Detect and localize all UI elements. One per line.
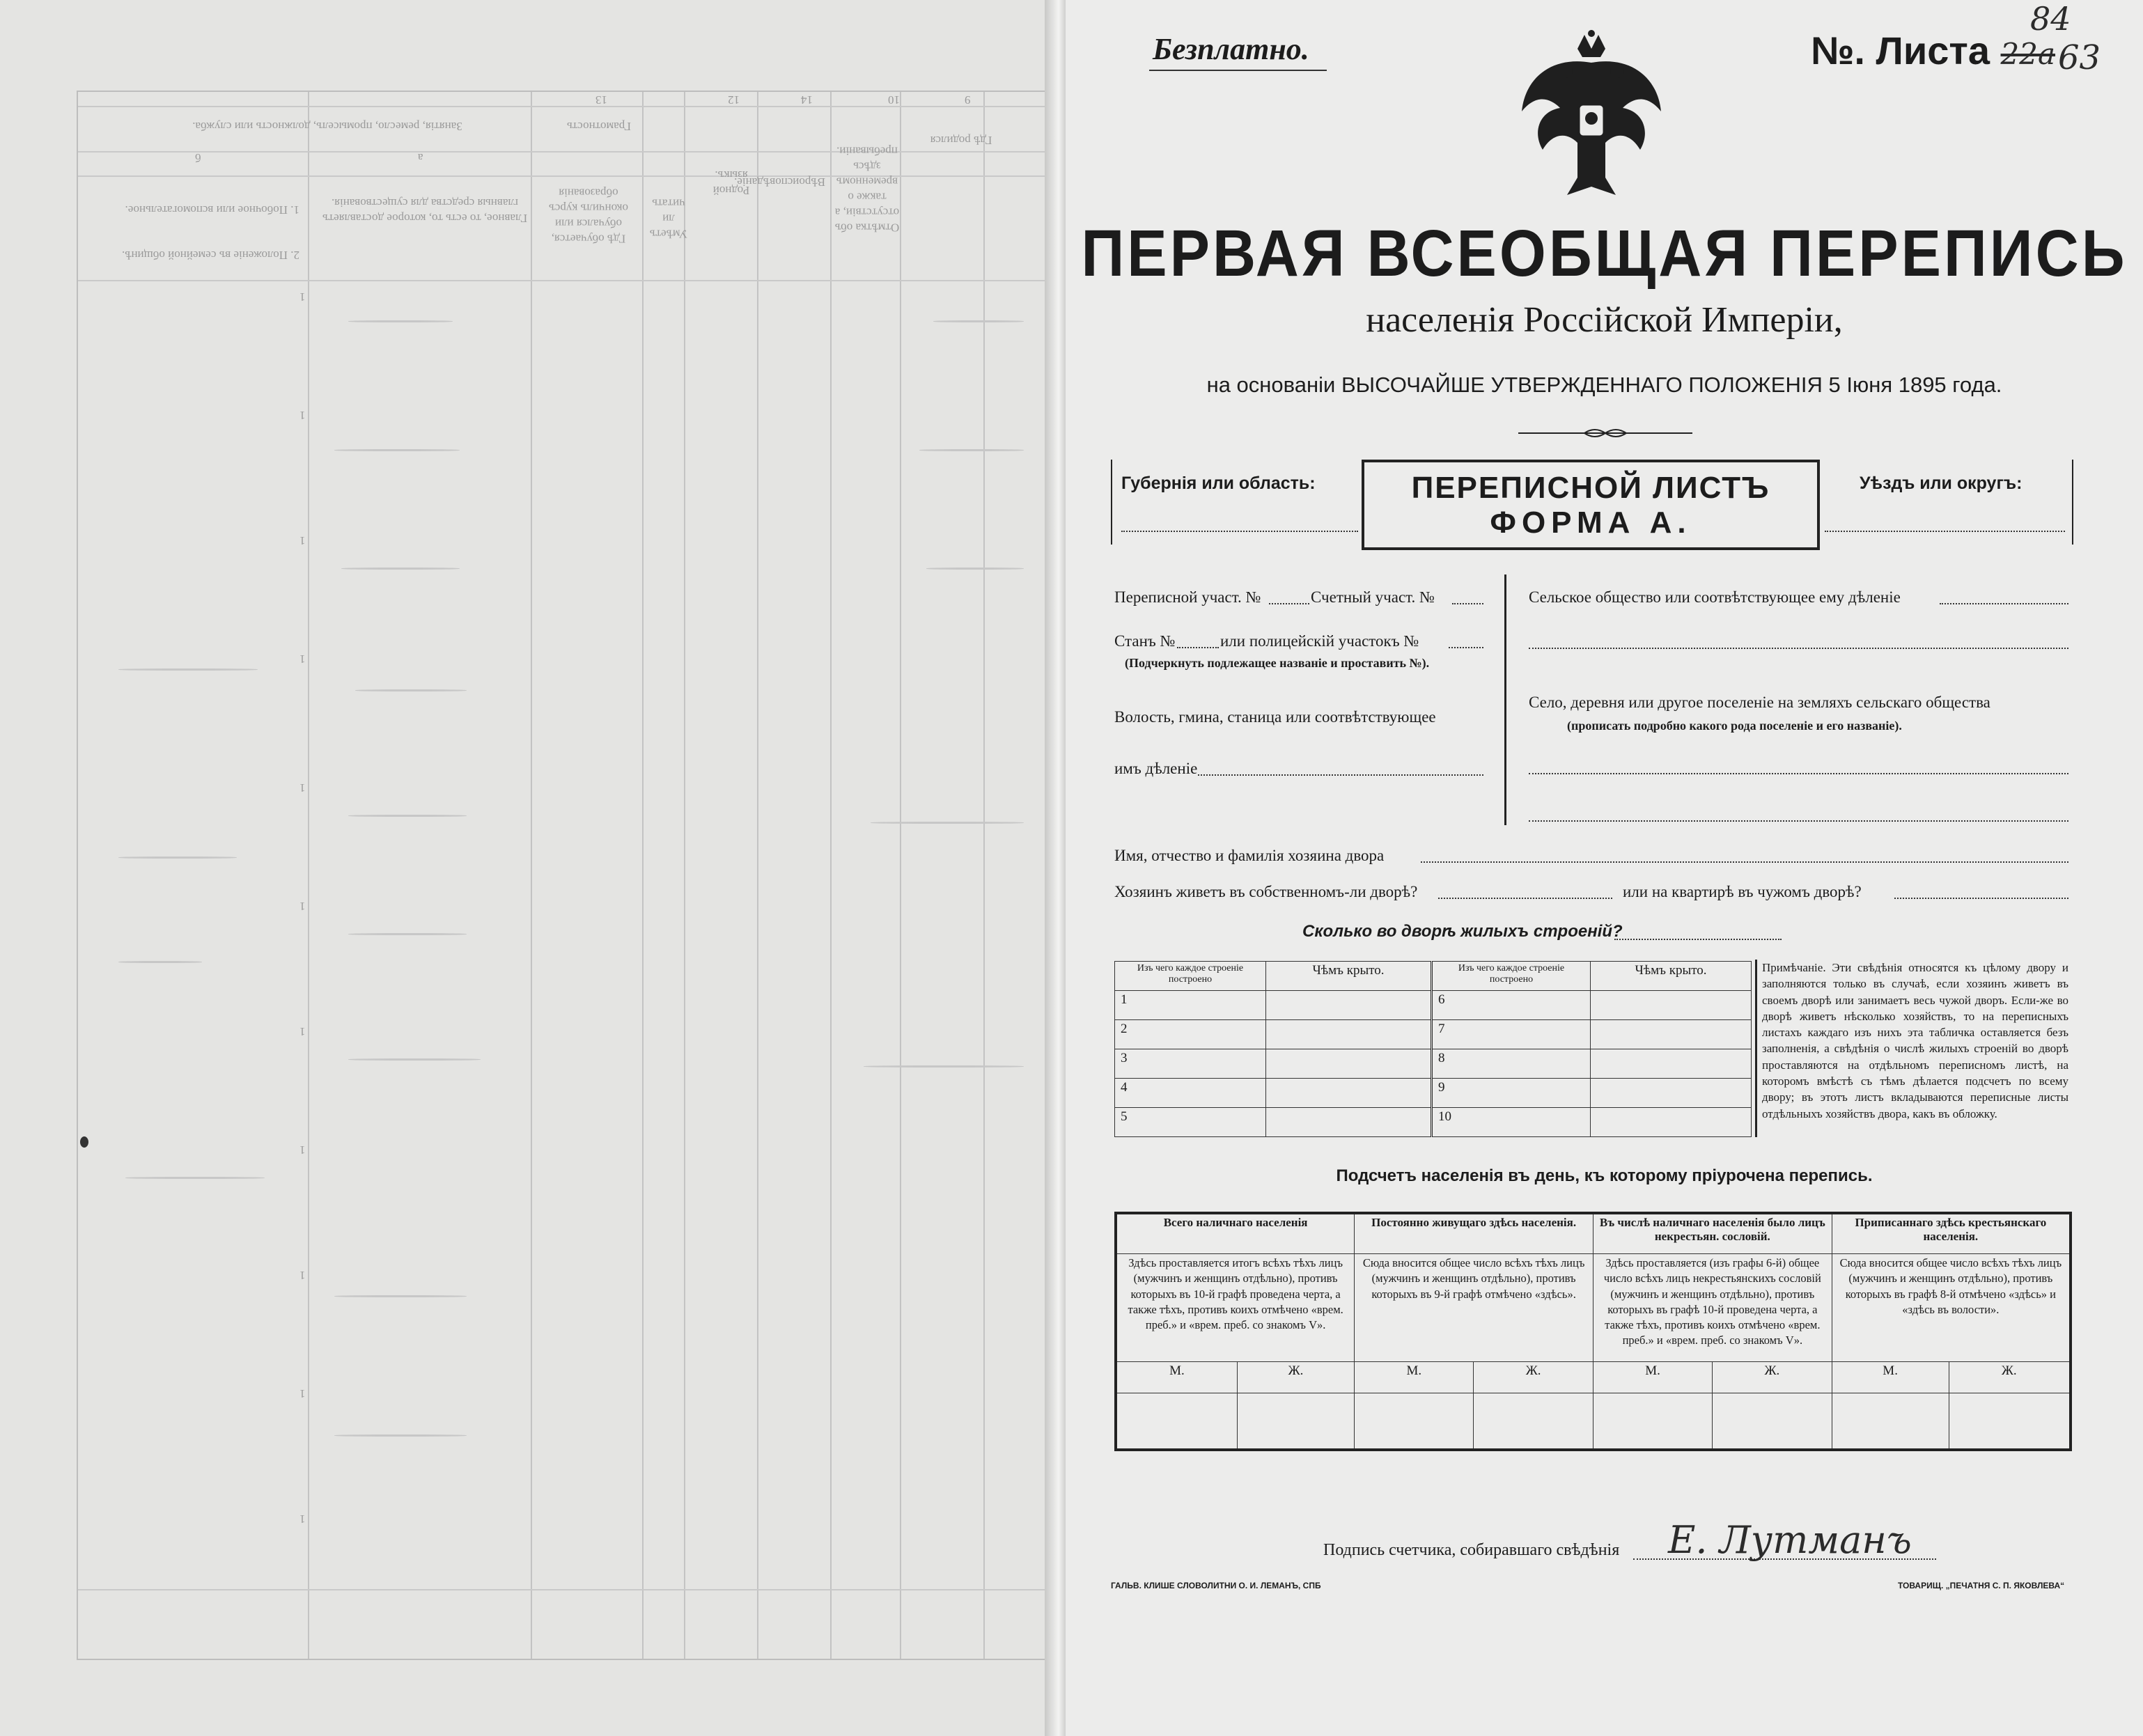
- building-roof-cell[interactable]: [1591, 1049, 1752, 1079]
- female-header: Ж.: [1474, 1362, 1593, 1393]
- bleed-through-ink: [919, 449, 1024, 451]
- building-roof-cell[interactable]: [1591, 1079, 1752, 1108]
- col-number: 13: [595, 93, 607, 107]
- form-title-box: [1362, 460, 1820, 550]
- ledger-col-line: [757, 92, 758, 1659]
- province-value-line[interactable]: [1121, 531, 1358, 532]
- row-number: 1: [299, 1143, 306, 1157]
- building-roof-cell[interactable]: [1266, 991, 1432, 1020]
- col-number: 12: [728, 93, 740, 107]
- building-row-number: 9: [1432, 1079, 1591, 1108]
- volost-label: Волость, гмина, станица или соотвѣтствующее: [1114, 708, 1436, 726]
- main-occupation-header: Главное, то есть то, которое доставляетъ главныя средства для существованія.: [322, 196, 528, 226]
- count-cell[interactable]: [1832, 1393, 1949, 1450]
- count-header: Всего наличнаго населенія: [1116, 1213, 1355, 1254]
- col-number: 9: [965, 93, 971, 107]
- literacy-header: Грамотность: [567, 120, 632, 134]
- corner-number: 84: [2030, 0, 2071, 38]
- ledger-col-line: [900, 92, 901, 1659]
- building-roof-cell[interactable]: [1266, 1020, 1432, 1049]
- building-roof-cell[interactable]: [1591, 1020, 1752, 1049]
- sheet-number-label: [1811, 28, 2055, 73]
- can-read-header: Умѣетъ ли читать: [649, 196, 688, 241]
- bleed-through-ink: [355, 689, 467, 691]
- building-row-number: 6: [1432, 991, 1591, 1020]
- free-underline: [1149, 70, 1327, 71]
- free-of-charge-label: Безплатно.: [1153, 32, 1309, 66]
- building-row-number: 1: [1115, 991, 1266, 1020]
- female-header: Ж.: [1949, 1362, 2071, 1393]
- apartment-label: или на квартирѣ въ чужомъ дворѣ?: [1623, 883, 1862, 900]
- count-cell[interactable]: [1116, 1393, 1237, 1450]
- bleed-through-ink: [864, 1065, 1024, 1068]
- native-language-header: Родной языкъ.: [712, 169, 750, 198]
- village-field[interactable]: [1529, 773, 2068, 774]
- owner-lives-label: Хозяинъ живетъ въ собственномъ-ли дворѣ?: [1114, 883, 1418, 900]
- building-row-number: 8: [1432, 1049, 1591, 1079]
- rural-society-field[interactable]: [1940, 603, 2068, 604]
- division-label: имъ дѣленіе: [1114, 760, 1198, 777]
- bleed-through-ink: [348, 933, 467, 935]
- sheet-number-text: №. Листа: [1811, 29, 1990, 72]
- building-row-number: 5: [1115, 1108, 1266, 1137]
- owner-name-label: Имя, отчество и фамилія хозяина двора: [1114, 847, 1385, 864]
- police-section-field[interactable]: [1449, 647, 1483, 648]
- count-section-field[interactable]: [1452, 603, 1483, 604]
- village-note: (прописать подробно какого рода поселеніе и его названіе).: [1567, 719, 1902, 733]
- legal-basis-line: на основаніи ВЫСОЧАЙШЕ УТВЕРЖДЕННАГО ПОЛОЖЕНІЯ 5 Іюня 1895 года.: [1206, 373, 2002, 397]
- row-number: 1: [299, 900, 306, 914]
- count-section-label: Счетный участ. №: [1311, 588, 1435, 606]
- note-divider: [1755, 960, 1757, 1137]
- ledger-row-line: [78, 280, 1053, 281]
- male-header: М.: [1355, 1362, 1474, 1393]
- stan-field[interactable]: [1177, 647, 1219, 648]
- building-row-number: 4: [1115, 1079, 1266, 1108]
- row-number: 1: [299, 652, 306, 666]
- ledger-col-line: [983, 92, 985, 1659]
- count-description: Здѣсь проставляется (изъ графы 6-й) общее число всѣхъ лицъ некрестьянскихъ сословій (мужчинъ и женщинъ отдѣльно), противъ которыхъ въ графѣ 10-й проведена черта, а также тѣхъ, противъ коихъ отмѣчено «врем. преб.» и «врем. преб. со знакомъ V».: [1593, 1254, 1832, 1362]
- occupation-b: б: [195, 151, 201, 165]
- row-number: 1: [299, 534, 306, 548]
- building-roof-cell[interactable]: [1266, 1049, 1432, 1079]
- buildings-question: Сколько во дворѣ жилыхъ строеній?: [1302, 922, 1623, 941]
- birthplace-header: Гдѣ родился: [930, 134, 992, 148]
- underline-note: (Подчеркнуть подлежащее названіе и проставить №).: [1125, 656, 1430, 670]
- row-number: 1: [299, 409, 306, 423]
- ledger-row-line: [78, 151, 1053, 153]
- bleed-through-ink: [348, 815, 467, 817]
- literacy-where-header: Гдѣ обучается, обучался или окончилъ курсъ образованія: [548, 186, 629, 246]
- ledger-col-line: [308, 92, 309, 1659]
- population-count-title: Подсчетъ населенія въ день, къ которому пріурочена перепись.: [1336, 1166, 1873, 1185]
- bleed-through-ink: [125, 1177, 265, 1179]
- bleed-through-ink: [341, 568, 460, 570]
- ornament-divider: [1518, 426, 1692, 440]
- census-section-field[interactable]: [1269, 603, 1309, 604]
- corner-number: 63: [2058, 38, 2101, 77]
- buildings-table: [1114, 961, 1752, 1137]
- building-row-number: 3: [1115, 1049, 1266, 1079]
- owner-name-field[interactable]: [1421, 861, 2068, 863]
- double-headed-eagle-emblem: [1511, 28, 1671, 202]
- rural-society-label: Сельское общество или соотвѣтствующее ему дѣленіе: [1529, 588, 1901, 606]
- female-header: Ж.: [1237, 1362, 1354, 1393]
- bleed-through-ink: [871, 822, 1024, 824]
- sheet-number-handwritten: 22а: [2000, 37, 2056, 71]
- ledger-grid: [77, 91, 1054, 1660]
- row-number: 1: [299, 1269, 306, 1283]
- building-row-number: 7: [1432, 1020, 1591, 1049]
- col-roof-header: Чѣмъ крыто.: [1591, 962, 1752, 991]
- count-header: Въ числѣ наличнаго населенія было лицъ некрестьян. сословій.: [1593, 1213, 1832, 1254]
- building-roof-cell[interactable]: [1591, 991, 1752, 1020]
- col-material-header: Изъ чего каждое строеніе построено: [1115, 962, 1266, 991]
- bleed-through-ink: [334, 1295, 467, 1297]
- ink-spot: [80, 1136, 88, 1148]
- ledger-col-line: [684, 92, 685, 1659]
- occupation-header: Занятія, ремесло, промыселъ, должность или служба.: [192, 120, 462, 134]
- building-row-number: 10: [1432, 1108, 1591, 1137]
- col-number: 10: [888, 93, 900, 107]
- count-description: Сюда вносится общее число всѣхъ тѣхъ лицъ (мужчинъ и женщинъ отдѣльно), противъ которыхъ въ графѣ 8-й отмѣчено «здѣсь» и «здѣсь въ волости».: [1832, 1254, 2071, 1362]
- ledger-col-line: [531, 92, 532, 1659]
- village-field-line2[interactable]: [1529, 820, 2068, 822]
- count-description: Здѣсь проставляется итогъ всѣхъ тѣхъ лицъ (мужчинъ и женщинъ отдѣльно), противъ которыхъ въ 10-й графѣ проведена черта, а также тѣхъ, противъ коихъ отмѣчено «врем. преб.» и «врем. преб. со знакомъ V».: [1116, 1254, 1355, 1362]
- row-number: 1: [299, 290, 306, 304]
- census-section-label: Переписной участ. №: [1114, 588, 1261, 606]
- religion-header: Вѣроисповѣданіе.: [734, 175, 825, 189]
- population-count-table: [1114, 1212, 2072, 1451]
- count-cell[interactable]: [1949, 1393, 2071, 1450]
- absence-header: Отмѣтка объ отсутствіи, а также о временномъ здѣсь пребываніи.: [834, 144, 900, 235]
- count-cell[interactable]: [1237, 1393, 1354, 1450]
- police-section-label: или полицейскій участокъ №: [1220, 632, 1419, 650]
- col-roof-header: Чѣмъ крыто.: [1266, 962, 1432, 991]
- occupation-a: а: [418, 151, 423, 165]
- district-value-line[interactable]: [1825, 531, 2065, 532]
- census-subtitle: населенія Россійской Имперіи,: [1366, 300, 1843, 340]
- row-number: 1: [299, 1387, 306, 1401]
- male-header: М.: [1116, 1362, 1237, 1393]
- bleed-through-ink: [933, 320, 1024, 322]
- ledger-row-line: [78, 175, 1053, 177]
- male-header: М.: [1593, 1362, 1712, 1393]
- printer-credit-right: ТОВАРИЩ. „ПЕЧАТНЯ С. П. ЯКОВЛЕВА“: [1898, 1581, 2065, 1590]
- printer-credit-left: ГАЛЬВ. КЛИШЕ СЛОВОЛИТНИ О. И. ЛЕМАНЪ, СПБ: [1111, 1581, 1321, 1590]
- count-cell[interactable]: [1355, 1393, 1474, 1450]
- census-title: ПЕРВАЯ ВСЕОБЩАЯ ПЕРЕПИСЬ: [1081, 217, 2128, 290]
- building-roof-cell[interactable]: [1266, 1108, 1432, 1137]
- signature-label: Подпись счетчика, собиравшаго свѣдѣнія: [1323, 1541, 1620, 1559]
- apartment-field[interactable]: [1894, 898, 2068, 899]
- buildings-count-field[interactable]: [1614, 939, 1782, 940]
- building-roof-cell[interactable]: [1591, 1108, 1752, 1137]
- bleed-through-ink: [118, 857, 237, 859]
- owner-lives-field[interactable]: [1438, 898, 1612, 899]
- form-name: ФОРМА А.: [1490, 506, 1692, 540]
- stan-label: Станъ №: [1114, 632, 1176, 650]
- fields-divider: [1504, 574, 1506, 825]
- ledger-col-line: [642, 92, 644, 1659]
- row-number: 1: [299, 1025, 306, 1039]
- col-number: 14: [801, 93, 813, 107]
- village-label: Село, деревня или другое поселеніе на земляхъ сельскаго общества: [1529, 694, 1990, 711]
- district-label: Уѣздъ или округъ:: [1860, 474, 2023, 493]
- bleed-through-ink: [926, 568, 1024, 570]
- building-row-number: 2: [1115, 1020, 1266, 1049]
- building-roof-cell[interactable]: [1266, 1079, 1432, 1108]
- buildings-note: Примѣчаніе. Эти свѣдѣнія относятся къ цѣлому двору и заполняются только въ случаѣ, если хозяинъ живетъ въ своемъ дворѣ или занимаетъ весь чужой дворъ. Если-же во дворѣ живетъ нѣсколько хозяйствъ, то на переписныхъ листахъ каждаго изъ нихъ эта табличка оставляется безъ заполненія, а свѣдѣнія о числѣ жилыхъ строеній во дворѣ проставляются на отдѣльномъ переписномъ листѣ, на которомъ вмѣстѣ съ тѣмъ дѣлается подсчетъ по всему двору; въ этотъ листъ вкладываются переписные листы отдѣльныхъ хозяйствъ двора, какъ въ обложку.: [1762, 961, 2068, 1120]
- bleed-through-ink: [348, 320, 453, 322]
- male-header: М.: [1832, 1362, 1949, 1393]
- rural-society-field-line2[interactable]: [1529, 648, 2068, 649]
- count-cell[interactable]: [1593, 1393, 1712, 1450]
- bleed-through-ink: [334, 1434, 467, 1437]
- ledger-row-line: [78, 106, 1053, 107]
- bleed-through-ink: [334, 449, 460, 451]
- count-description: Сюда вносится общее число всѣхъ тѣхъ лицъ (мужчинъ и женщинъ отдѣльно), противъ которыхъ въ 9-й графѣ отмѣчено «здѣсь».: [1355, 1254, 1593, 1362]
- bleed-through-ink: [118, 961, 202, 963]
- female-header: Ж.: [1713, 1362, 1832, 1393]
- ledger-col-line: [830, 92, 832, 1659]
- side-occupation-header: 1. Побочное или вспомогательное.: [125, 203, 299, 217]
- count-cell[interactable]: [1474, 1393, 1593, 1450]
- bleed-through-ink: [348, 1058, 481, 1061]
- count-cell[interactable]: [1713, 1393, 1832, 1450]
- row-number: 1: [299, 1512, 306, 1526]
- division-field[interactable]: [1198, 774, 1483, 776]
- col-material-header: Изъ чего каждое строеніе построено: [1432, 962, 1591, 991]
- count-header: Приписаннаго здѣсь крестьянскаго населенія.: [1832, 1213, 2071, 1254]
- ledger-row-line: [78, 1589, 1053, 1590]
- form-title: ПЕРЕПИСНОЙ ЛИСТЪ: [1411, 471, 1770, 505]
- family-position-header: 2. Положеніе въ семейной общинѣ.: [122, 249, 299, 263]
- left-page: [0, 0, 1055, 1736]
- row-number: 1: [299, 781, 306, 795]
- count-header: Постоянно живущаго здѣсь населенія.: [1355, 1213, 1593, 1254]
- enumerator-signature: Е. Лутманъ: [1668, 1518, 1912, 1562]
- province-label: Губернія или область:: [1121, 474, 1316, 493]
- bleed-through-ink: [118, 668, 258, 671]
